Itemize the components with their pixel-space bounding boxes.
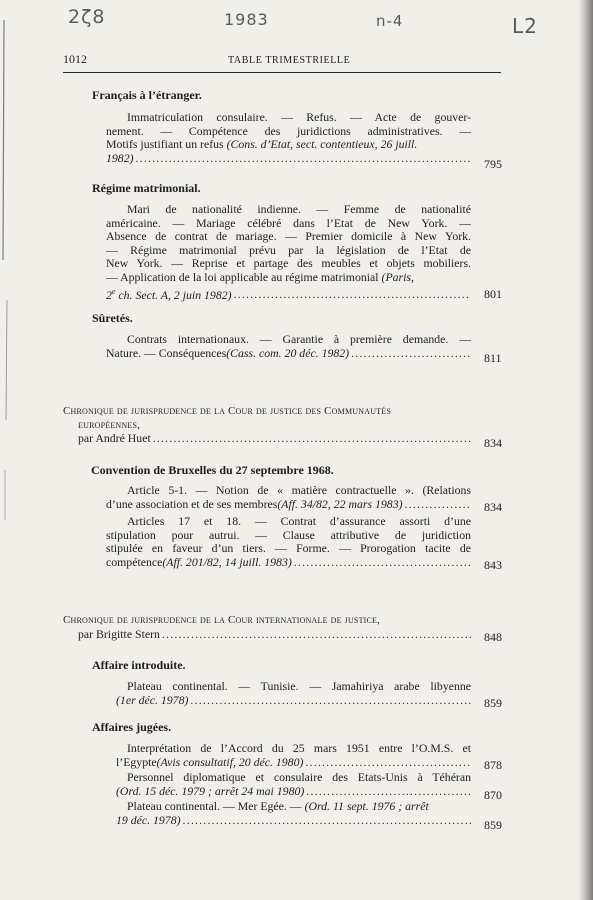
dot-leader [183, 814, 471, 828]
entry-line [106, 203, 471, 217]
entry-teheran [106, 771, 471, 798]
entry-text: Articles 17 et 18. — Contrat d’assurance assorti d’une [127, 515, 471, 528]
entry-line [106, 285, 471, 303]
entry-line [106, 347, 471, 361]
running-title: TABLE TRIMESTRIELLE [228, 55, 351, 66]
page-ref: 878 [484, 758, 502, 772]
entry-mer-egee [106, 800, 471, 827]
handwritten-note-3: n-4 [376, 12, 404, 30]
entry-line [106, 785, 471, 799]
dot-leader [234, 288, 471, 302]
entry-articles-17-18 [106, 515, 471, 569]
entry-line [106, 814, 471, 828]
author: par Brigitte Stern [78, 626, 160, 641]
dot-leader [294, 556, 471, 570]
citation: (Paris, [381, 270, 414, 284]
entry-text: Plateau continental. — Mer Egée. — [127, 800, 305, 813]
section-regime-matrimonial: Régime matrimonial. [92, 181, 201, 195]
entry-text: l’Egypte [116, 754, 157, 769]
author: par André Huet [78, 431, 151, 445]
entry-text: Contrats internationaux. — Garantie à première demande. — [127, 333, 471, 346]
entry-text: stipulée en faveur d’un tiers. — Forme. — Prorogation tacite de [106, 542, 471, 556]
handwritten-note-1: 2ζ8 [68, 6, 106, 28]
entry-line [106, 230, 471, 244]
citation: (Ord. 15 déc. 1979 ; arrêt 24 mai 1980) [116, 783, 305, 798]
page-ref: 843 [484, 558, 502, 572]
entry-line [106, 484, 471, 498]
entry-text: Motifs justifiant un refus [106, 138, 227, 152]
page-number: 1012 [63, 52, 87, 66]
header-rule [63, 72, 501, 73]
citation: (1er déc. 1978) [116, 692, 189, 707]
entry-text: Nature. — Conséquences [106, 345, 227, 360]
entry-text: stipulation pour autrui. — Clause attributive de juridiction [106, 528, 471, 542]
citation: (Ord. 11 sept. 1976 ; arrêt [304, 800, 429, 813]
entry-text: compétence [106, 554, 163, 569]
page-ref: 834 [484, 436, 502, 450]
entry-text: — Régime matrimonial prévu par la législation de l’Etat de [106, 243, 471, 257]
entry-line [106, 244, 471, 258]
chronique-author-line [63, 628, 471, 642]
chronique-title-line: Chronique de jurisprudence de la Cour internationale de justice, [63, 614, 381, 626]
handwritten-note-2: 1983 [224, 10, 269, 29]
entry-text: d’une association et de ses membres [106, 496, 278, 511]
citation: (Aff. 34/82, 22 mars 1983) [277, 496, 403, 511]
entry-line [106, 694, 471, 708]
entry-line [106, 771, 471, 785]
entry-text: Article 5-1. — Notion de « matière contractuelle ». (Relations [127, 484, 471, 497]
entry-line [106, 515, 471, 529]
citation: 1982) [106, 150, 134, 165]
dot-leader [153, 432, 471, 446]
handwritten-note-4: L2 [512, 14, 538, 38]
dot-leader [136, 152, 471, 166]
entry-line [106, 152, 471, 166]
dot-leader [306, 785, 471, 799]
citation-part: ch. Sect. A, 2 juin 1982) [115, 287, 232, 302]
entry-text: Plateau continental. — Tunisie. — Jamahiriya arabe libyenne [127, 680, 471, 693]
citation: 19 déc. 1978) [116, 812, 181, 827]
page-ref: 811 [484, 351, 502, 365]
chronique-author-line [63, 432, 471, 446]
entry-line [106, 498, 471, 512]
entry-line [106, 271, 471, 285]
entry-line [106, 333, 471, 347]
entry-plateau-tunisie [106, 680, 471, 707]
entry-mari-nationalite [106, 203, 471, 302]
dot-leader [190, 694, 471, 708]
entry-contrats-internationaux [106, 333, 471, 360]
page-ref: 859 [484, 696, 502, 710]
citation [106, 285, 232, 303]
entry-text: Mari de nationalité indienne. — Femme de nationalité [127, 203, 471, 216]
entry-line [106, 800, 471, 814]
entry-immatriculation [106, 111, 471, 165]
entry-text: Personnel diplomatique et consulaire des Etats-Unis à Téhéran [127, 771, 471, 784]
section-affaires-jugees: Affaires jugées. [92, 720, 172, 734]
page-ref: 801 [484, 287, 502, 301]
page-ref: 848 [484, 630, 502, 644]
dot-leader [351, 347, 471, 361]
citation-part: 2 [106, 287, 112, 302]
chronique-title-line: européennes, [78, 418, 141, 431]
section-convention-bruxelles: Convention de Bruxelles du 27 septembre 1968. [91, 463, 334, 477]
binding-marks [0, 0, 14, 900]
citation: (Cons. d’Etat, sect. contentieux, 26 juill. [226, 138, 418, 152]
page-ref: 834 [484, 500, 502, 514]
entry-line [106, 680, 471, 694]
page-ref: 795 [484, 157, 502, 171]
section-francais-etranger: Français à l’étranger. [92, 88, 202, 102]
entry-line [106, 138, 471, 152]
chronique-title-line: Chronique de jurisprudence de la Cour de justice des Communautés [63, 405, 392, 417]
section-suretes: Sûretés. [92, 311, 133, 325]
chronique-cij [63, 614, 471, 641]
entry-line [106, 111, 471, 125]
dot-leader [162, 628, 471, 642]
entry-text: — Application de la loi applicable au régime matrimonial [106, 270, 382, 284]
entry-line [106, 217, 471, 231]
citation: (Avis consultatif, 20 déc. 1980) [156, 754, 304, 769]
entry-text: New York. — Reprise et partage des meubles et objets mobiliers. [106, 257, 471, 271]
entry-line [106, 529, 471, 543]
entry-line [106, 742, 471, 756]
entry-line [106, 257, 471, 271]
entry-line [106, 125, 471, 139]
dot-leader [405, 498, 471, 512]
section-affaire-introduite: Affaire introduite. [92, 658, 186, 672]
entry-article-5-1 [106, 484, 471, 511]
entry-line [106, 756, 471, 770]
page-ref: 859 [484, 818, 502, 832]
chronique-cjce [63, 405, 471, 446]
entry-accord-oms [106, 742, 471, 769]
entry-text: américaine. — Mariage célébré dans l’Etat de New York. — [106, 216, 471, 230]
entry-line [106, 542, 471, 556]
entry-text: nement. — Compétence des juridictions administratives. — [106, 124, 471, 138]
entry-line [106, 556, 471, 570]
dot-leader [305, 756, 471, 770]
citation: (Aff. 201/82, 14 juill. 1983) [162, 554, 292, 569]
page-edge-shadow [579, 0, 593, 900]
entry-text: Immatriculation consulaire. — Refus. — Acte de gouver- [127, 111, 471, 124]
entry-text: Interprétation de l’Accord du 25 mars 1951 entre l’O.M.S. et [127, 742, 471, 755]
citation: (Cass. com. 20 déc. 1982) [226, 345, 350, 360]
citation-sup: e [111, 286, 116, 296]
page-ref: 870 [484, 788, 502, 802]
entry-text: Absence de contrat de mariage. — Premier domicile à New York. [106, 230, 471, 244]
